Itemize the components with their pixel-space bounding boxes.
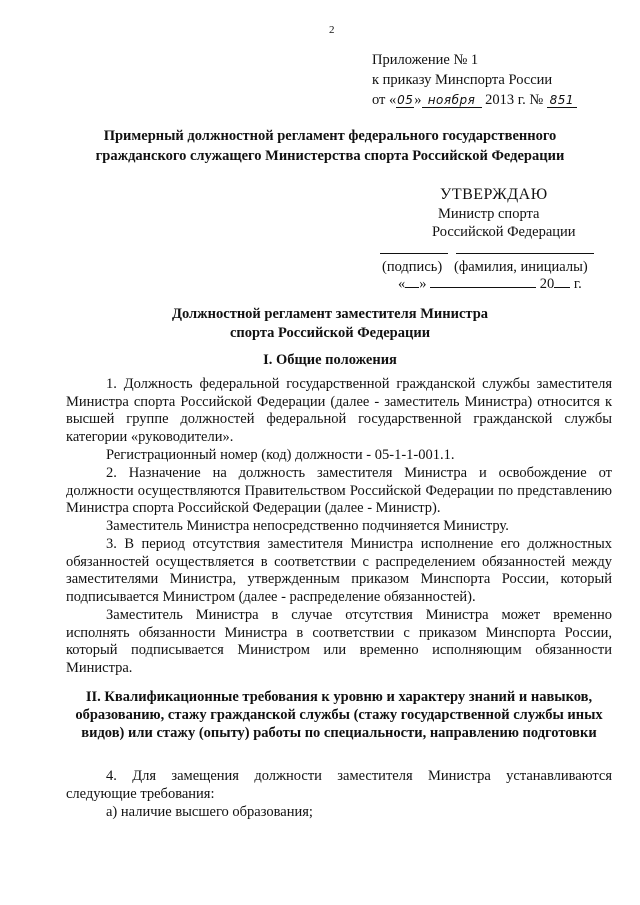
date-month-blank — [430, 287, 536, 288]
page-number: 2 — [329, 24, 335, 36]
section2-heading: II. Квалификационные требования к уровню и характеру знаний и навыков, образованию, стажу гражданской службы (стажу государственной службы иных видов) или стажу (опыту) работы по специальности, направлению подготовки — [75, 689, 603, 741]
paragraph-acting: Заместитель Министра в случае отсутствия Министра может временно исполнять обязанности Министра в соответствии с приказом Минспорта России, который подписывается Министром или временно исполняющим обязанности Министра. — [66, 607, 612, 676]
signature-caption: (подпись) — [382, 259, 443, 275]
regulation-title-line1: Должностной регламент заместителя Министра — [171, 306, 489, 322]
appendix-date-line: от «05» ноября 2013 г. № 851 — [372, 92, 577, 109]
approve-minister: Министр спорта — [438, 206, 540, 222]
paragraph-4: 4. Для замещения должности заместителя Министра устанавливаются следующие требования: — [66, 768, 612, 802]
date-open-quote: « — [398, 276, 406, 292]
section1-heading: I. Общие положения — [263, 352, 397, 368]
appendix-year: 2013 г. № — [485, 92, 544, 108]
appendix-month: ноября — [422, 93, 482, 108]
appendix-number: 851 — [547, 93, 577, 108]
appendix-from: от « — [372, 92, 397, 108]
appendix-label: Приложение № 1 — [372, 52, 479, 68]
document-title: Примерный должностной регламент федерального государственного гражданского служащего Министерства спорта Российской Федерации — [95, 128, 565, 164]
approve-date-line — [398, 276, 582, 293]
date-year-blank — [554, 287, 570, 288]
signature-line — [380, 253, 448, 254]
paragraph-1: 1. Должность федеральной государственной гражданской службы заместителя Министра спорта Российской Федерации (далее - заместитель Министра) относится к высшей группе должностей федеральной государственной гражданской службы категории «руководители». — [66, 376, 612, 445]
approve-heading: УТВЕРЖДАЮ — [440, 186, 548, 203]
date-close-quote: » — [419, 276, 427, 292]
regulation-title-line2: спорта Российской Федерации — [229, 325, 431, 341]
paragraph-2: 2. Назначение на должность заместителя Министра и освобождение от должности осуществляются Правительством Российской Федерации по представлению Министра спорта Российской Федерации (далее - Министр). — [66, 465, 612, 517]
name-line — [456, 253, 594, 254]
paragraph-registration: Регистрационный номер (код) должности - 05-1-1-001.1. — [106, 447, 455, 463]
appendix-order-ref: к приказу Минспорта России — [372, 72, 553, 88]
paragraph-4a: а) наличие высшего образования; — [106, 804, 313, 820]
date-year-prefix: 20 — [539, 276, 555, 292]
name-caption: (фамилия, инициалы) — [454, 259, 588, 275]
paragraph-subordination: Заместитель Министра непосредственно подчиняется Министру. — [106, 518, 509, 534]
appendix-day: 05 — [397, 93, 414, 107]
paragraph-3: 3. В период отсутствия заместителя Министра исполнение его должностных обязанностей осуществляется в соответствии с распределением обязанностей между заместителями Министра, утвержденным приказом Минспорта России, который подписывается Министром (далее - распределение обязанностей). — [66, 536, 612, 605]
date-day-blank — [405, 287, 419, 288]
date-year-suffix: г. — [573, 276, 582, 292]
approve-federation: Российской Федерации — [432, 224, 576, 240]
